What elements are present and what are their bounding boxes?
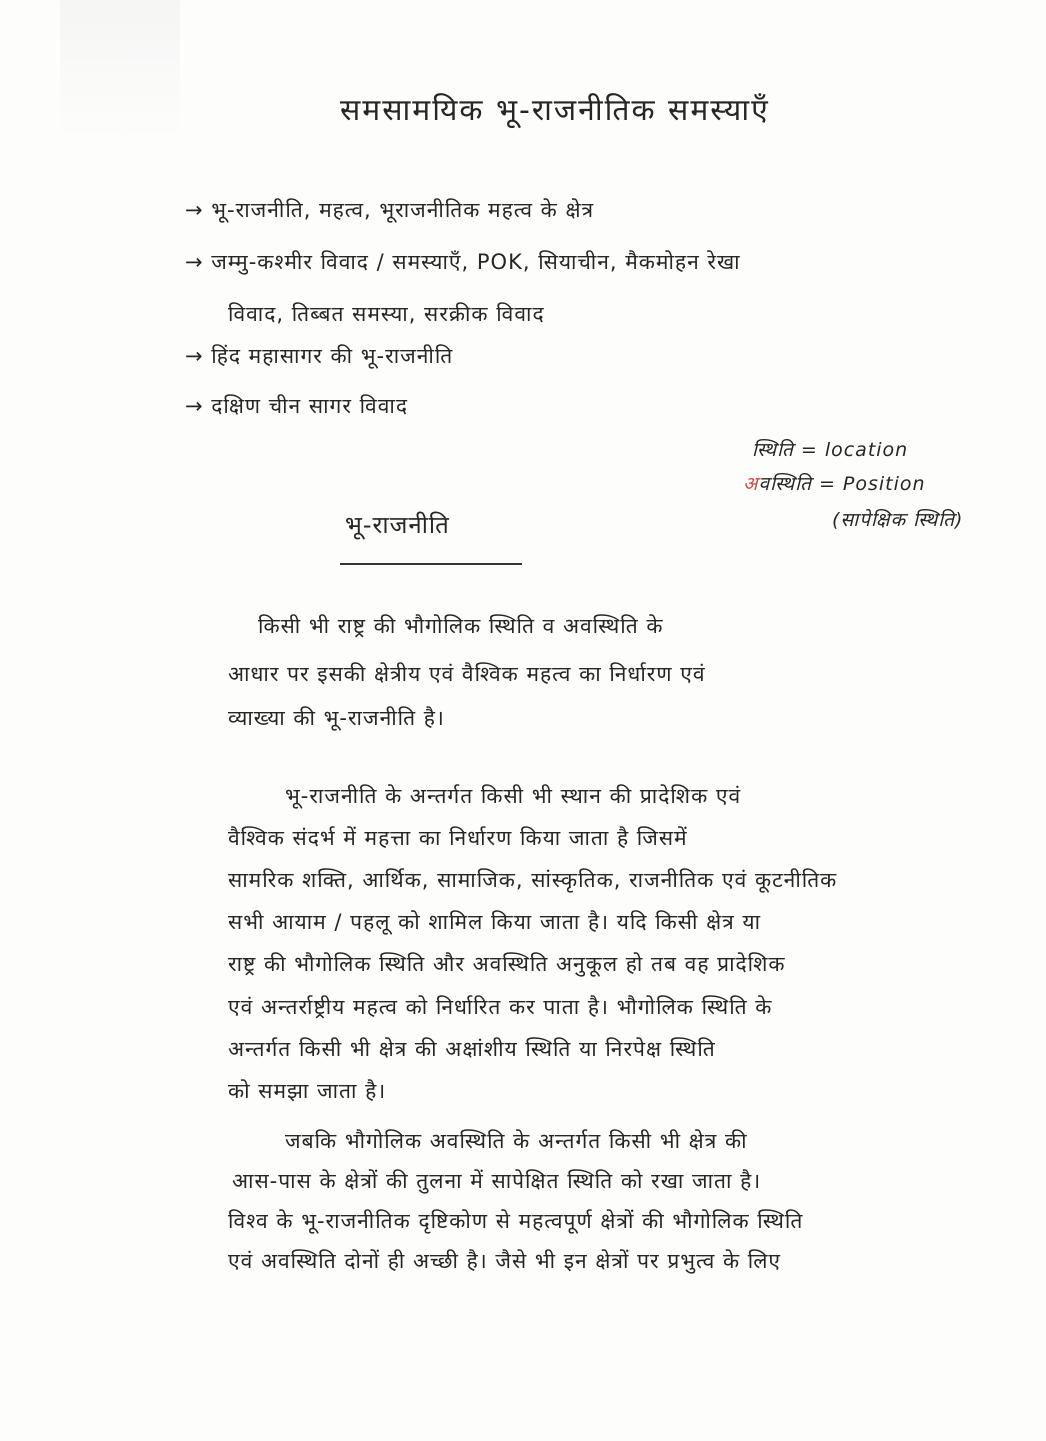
note-position [743,470,926,496]
paragraph-line: वैश्विक संदर्भ में महत्ता का निर्धारण किया जाता है जिसमें [228,826,688,850]
heading-underline [340,563,522,565]
paragraph-line: जबकि भौगोलिक अवस्थिति के अन्तर्गत किसी भी क्षेत्र की [285,1129,748,1153]
topic-item: → जम्मु-कश्मीर विवाद / समस्याएँ, POK, सियाचीन, मैकमोहन रेखा [185,250,741,274]
paragraph-line: भू-राजनीति के अन्तर्गत किसी भी स्थान की प्रादेशिक एवं [285,784,742,808]
note-relative: (सापेक्षिक स्थिति) [832,509,964,531]
paragraph-line: राष्ट्र की भौगोलिक स्थिति और अवस्थिति अनुकूल हो तब वह प्रादेशिक [228,952,786,976]
paragraph-line: अन्तर्गत किसी भी क्षेत्र की अक्षांशीय स्थिति या निरपेक्ष स्थिति [228,1037,716,1061]
note-position-text: वस्थिति = Position [758,473,926,495]
paragraph-line: एवं अवस्थिति दोनों ही अच्छी है। जैसे भी इन क्षेत्रों पर प्रभुत्व के लिए [228,1249,782,1273]
paragraph-line: आस-पास के क्षेत्रों की तुलना में सापेक्षित स्थिति को रखा जाता है। [232,1169,762,1193]
paragraph-line: सभी आयाम / पहलू को शामिल किया जाता है। यदि किसी क्षेत्र या [228,910,762,934]
scan-shadow [60,0,180,140]
paragraph-line: किसी भी राष्ट्र की भौगोलिक स्थिति व अवस्थिति के [258,614,664,638]
topic-item: → दक्षिण चीन सागर विवाद [185,394,408,418]
section-heading: भू-राजनीति [345,511,450,539]
paragraph-line: व्याख्या की भू-राजनीति है। [228,706,445,730]
paragraph-line: एवं अन्तर्राष्ट्रीय महत्व को निर्धारित कर पाता है। भौगोलिक स्थिति के [228,995,773,1019]
topic-item-continued: विवाद, तिब्बत समस्या, सरक्रीक विवाद [228,302,545,326]
paragraph-line: विश्व के भू-राजनीतिक दृष्टिकोण से महत्वपूर्ण क्षेत्रों की भौगोलिक स्थिति [228,1209,804,1233]
topic-item: → भू-राजनीति, महत्व, भूराजनीतिक महत्व के क्षेत्र [185,198,595,222]
note-location: स्थिति = location [752,439,909,461]
paragraph-line: को समझा जाता है। [228,1079,387,1103]
paragraph-line: आधार पर इसकी क्षेत्रीय एवं वैश्विक महत्व का निर्धारण एवं [228,662,706,686]
paragraph-line: सामरिक शक्ति, आर्थिक, सामाजिक, सांस्कृतिक, राजनीतिक एवं कूटनीतिक [228,868,838,892]
topic-item: → हिंद महासागर की भू-राजनीति [185,344,454,368]
page-title: समसामयिक भू-राजनीतिक समस्याएँ [340,93,770,128]
red-mark: अ [743,473,759,495]
